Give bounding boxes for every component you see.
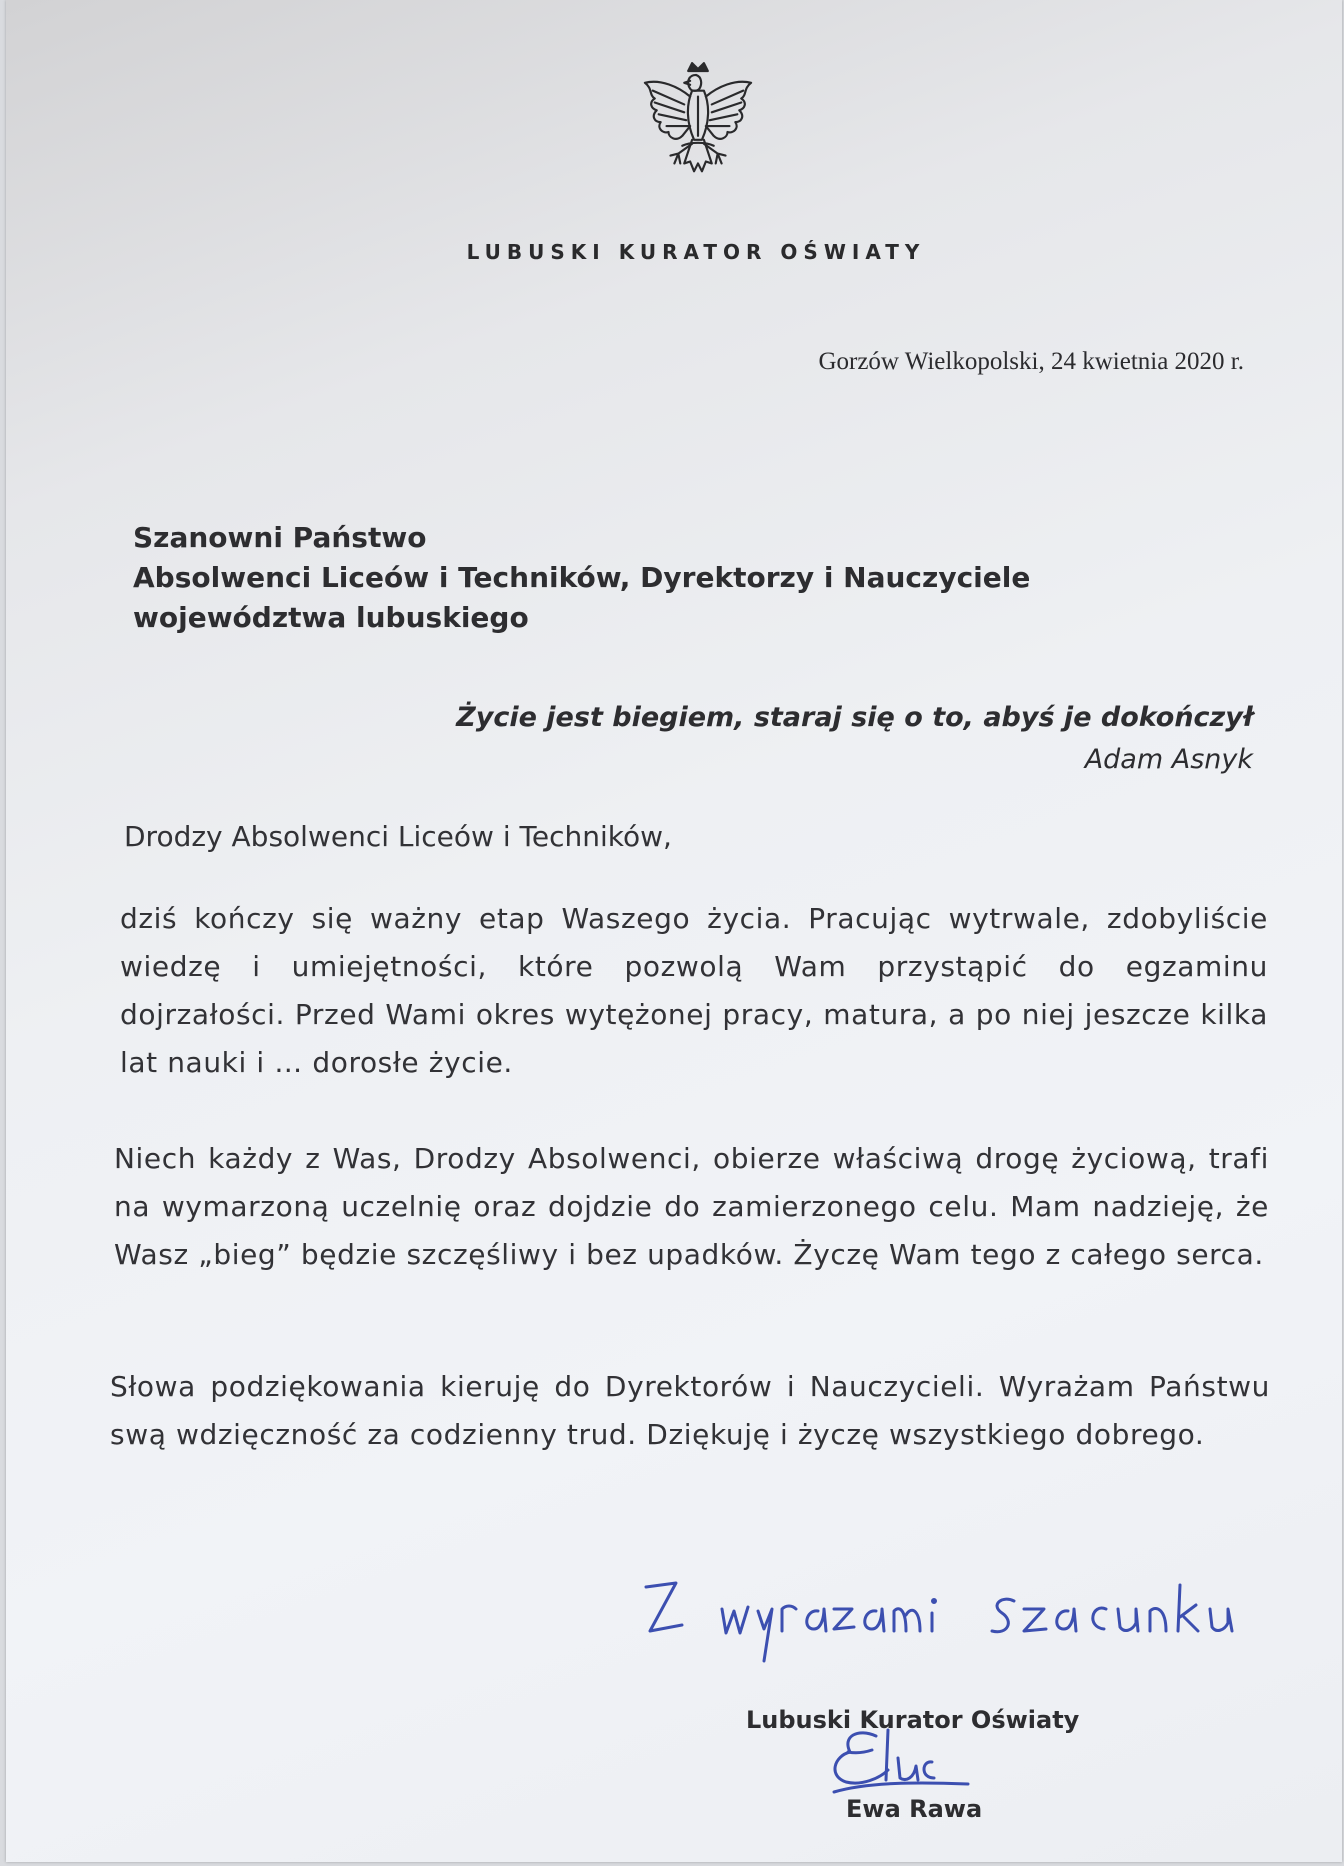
closing-text — [6, 0, 7, 1]
motto-quote: Życie jest biegiem, staraj się o to, abyś je dokończył — [456, 702, 1253, 733]
signatory-name: Ewa Rawa — [846, 1795, 983, 1823]
body-paragraph: Słowa podziękowania kieruję do Dyrektorów i Nauczycieli. Wyrażam Państwu swą wdzięczność za codzienny trud. Dziękuję i życzę wszystkiego dobrego. — [110, 1370, 1270, 1451]
addressee-line: województwa lubuskiego — [133, 601, 529, 634]
salutation: Drodzy Absolwenci Liceów i Techników, — [124, 820, 672, 853]
motto-author: Adam Asnyk — [1084, 744, 1253, 775]
handwritten-closing — [636, 1565, 1296, 1675]
body-paragraph: dziś kończy się ważny etap Waszego życia. Pracując wytrwale, zdobyliście wiedzę i umiejętności, które pozwolą Wam przystąpić do egzaminu dojrzałości. Przed Wami okres wytężonej pracy, matura, a po niej jeszcze kilka lat nauki i … dorosłe życie. — [120, 902, 1268, 1079]
eagle-emblem-icon — [639, 60, 757, 200]
signatory-title: Lubuski Kurator Oświaty — [746, 1706, 1080, 1734]
body-paragraph: Niech każdy z Was, Drodzy Absolwenci, obierze właściwą drogę życiową, trafi na wymarzoną uczelnię oraz dojdzie do zamierzonego celu. Mam nadzieję, że Wasz „bieg” będzie szczęśliwy i bez upadków. Życzę Wam tego z całego serca. — [114, 1142, 1269, 1271]
motto-block — [456, 697, 1253, 781]
addressee-block — [133, 518, 1030, 638]
handwritten-signature — [828, 1722, 988, 1802]
addressee-line: Szanowni Państwo — [133, 521, 427, 554]
addressee-line: Absolwenci Liceów i Techników, Dyrektorzy i Nauczyciele — [133, 561, 1031, 594]
place-date: Gorzów Wielkopolski, 24 kwietnia 2020 r. — [818, 348, 1244, 375]
institution-header: LUBUSKI KURATOR OŚWIATY — [466, 240, 926, 264]
letter-page — [6, 0, 1342, 1862]
